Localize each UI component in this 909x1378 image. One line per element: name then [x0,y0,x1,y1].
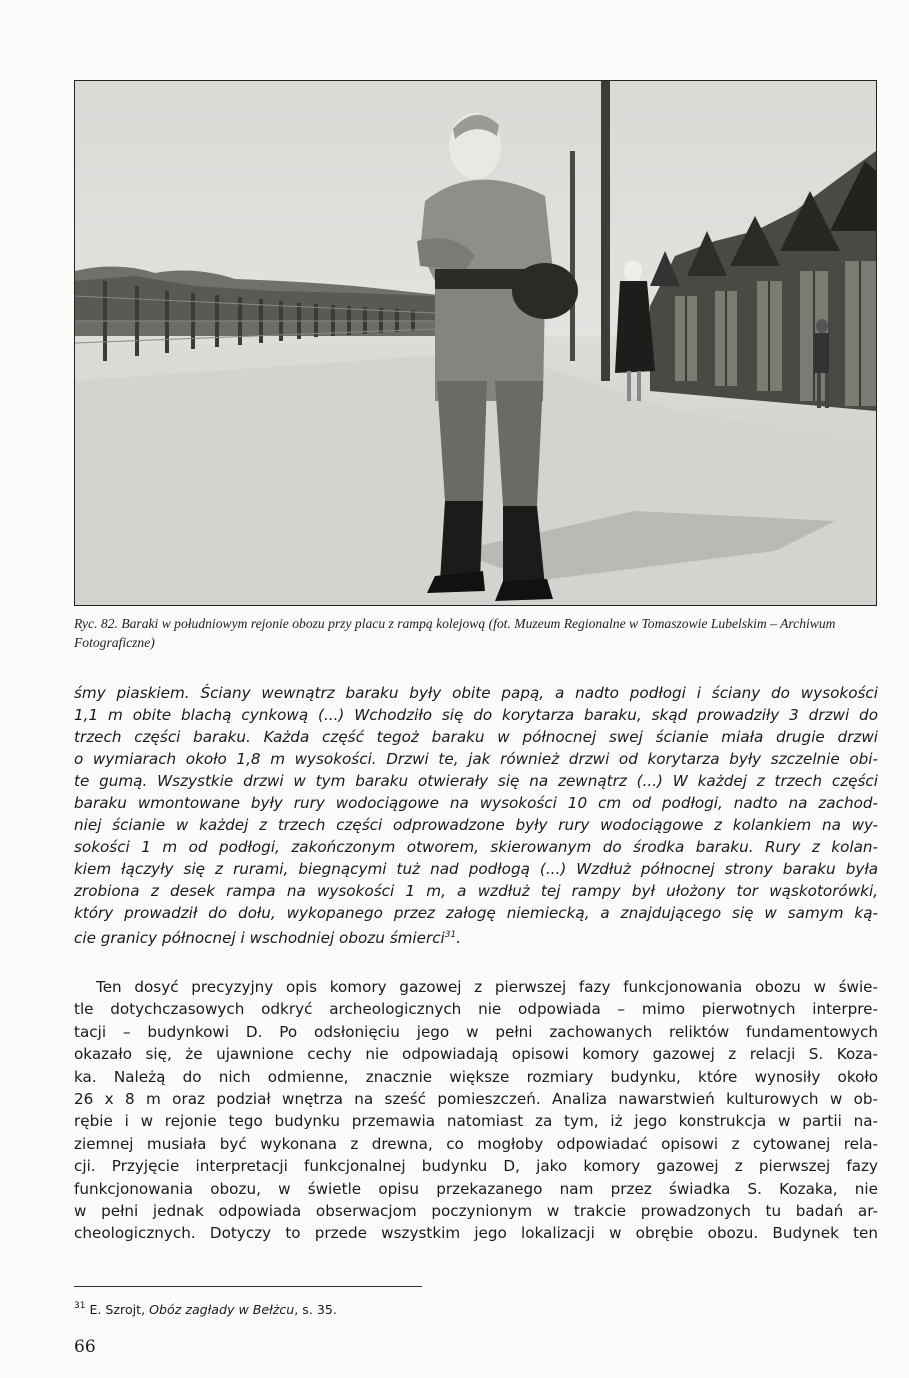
body-line: rębie i w rejonie tego budynku przemawia natomiast za tym, iż jego konstrukcja w partii na- [74,1112,878,1131]
footnote-divider [74,1286,422,1287]
footnote-title: Obóz zagłady w Bełżcu [149,1302,295,1317]
quote-line: te gumą. Wszystkie drzwi w tym baraku otwierały się na zewnątrz (...) W każdej z trzech części [74,772,878,790]
quote-line: baraku wmontowane były rury wodociągowe na wysokości 10 cm od podłogi, nadto na zachod- [74,794,878,812]
footnote [74,1297,878,1319]
body-line: okazało się, że ujawnione cechy nie odpowiadają opisowi komory gazowej z relacji S. Koza- [74,1045,878,1064]
figure-caption: Ryc. 82. Baraki w południowym rejonie obozu przy placu z rampą kolejową (fot. Muzeum Regionalne w Tomaszowie Lubelskim – Archiwum Fotograficzne) [74,616,836,650]
quote-line: kiem łączyły się z rurami, biegnącymi tuż nad podłogą (...) Wzdłuż północnej strony baraku była [74,860,878,878]
footnote-reference: 31 [444,930,457,940]
body-line: w pełni jednak odpowiada obserwacjom poczynionym w trakcie prowadzonych tu badań ar- [74,1202,878,1221]
figure-photo [74,80,877,606]
page-number: 66 [74,1337,96,1357]
quote-line: śmy piaskiem. Ściany wewnątrz baraku były obite papą, a nadto podłogi i ściany do wysokości [74,684,878,702]
quote-end-punctuation: . [456,929,462,947]
quoted-passage [74,682,878,949]
quote-line: zrobiona z desek rampa na wysokości 1 m, a wzdłuż tej rampy był ułożony tor wąskotorówki, [74,882,878,900]
body-line: cji. Przyjęcie interpretacji funkcjonalnej budynku D, jako komory gazowej z pierwszej fazy [74,1157,878,1176]
quote-line: niej ścianie w każdej z trzech części odprowadzone były rury wodociągowe z kolankiem na wy- [74,816,878,834]
photo-image [75,81,876,605]
body-line: 26 x 8 m oraz podział wnętrza na sześć pomieszczeń. Analiza nawarstwień kulturowych w ob- [74,1090,878,1109]
body-line: ka. Należą do nich odmienne, znacznie większe rozmiary budynku, które wynosiły około [74,1067,878,1086]
footnote-pages: , s. 35. [294,1302,337,1317]
quote-line: który prowadził do dołu, wykopanego przez załogę niemiecką, a znajdującego się w samym ką- [74,904,878,922]
quote-line: trzech części baraku. Każda część tegoż baraku w północnej swej ścianie miała drugie drzwi [74,728,878,746]
footnote-author: E. Szrojt, [89,1302,146,1317]
footnote-number: 31 [74,1301,86,1311]
body-line: tacji – budynkowi D. Po odsłonięciu jego w pełni zachowanych reliktów fundamentowych [74,1022,878,1041]
quote-line: 1,1 m obite blachą cynkową (...) Wchodziło się do korytarza baraku, skąd prowadziły 3 drzwi do [74,706,878,724]
body-line: ziemnej musiała być wykonana z drewna, co mogłoby odpowiadać opisowi z cytowanej rela- [74,1134,878,1153]
quote-line-text: cie granicy północnej i wschodniej obozu śmierci [74,929,445,947]
quote-line: o wymiarach około 1,8 m wysokości. Drzwi te, jak również drzwi od korytarza były szczelnie obi- [74,750,878,768]
body-line: funkcjonowania obozu, w świetle opisu przekazanego nam przez świadka S. Kozaka, nie [74,1179,878,1198]
quote-line: sokości 1 m od podłogi, zakończonym otworem, skierowanym do środka baraku. Rury z kolan- [74,838,878,856]
body-paragraph [74,976,878,1245]
body-line: cheologicznych. Dotyczy to przede wszystkim jego lokalizacji w obrębie obozu. Budynek ten [74,1224,878,1243]
body-line: Ten dosyć precyzyjny opis komory gazowej z pierwszej fazy funkcjonowania obozu w świe- [96,978,878,996]
body-line: tle dotychczasowych odkryć archeologicznych nie odpowiada – mimo pierwotnych interpre- [74,1000,878,1019]
quote-line-last [74,924,878,949]
